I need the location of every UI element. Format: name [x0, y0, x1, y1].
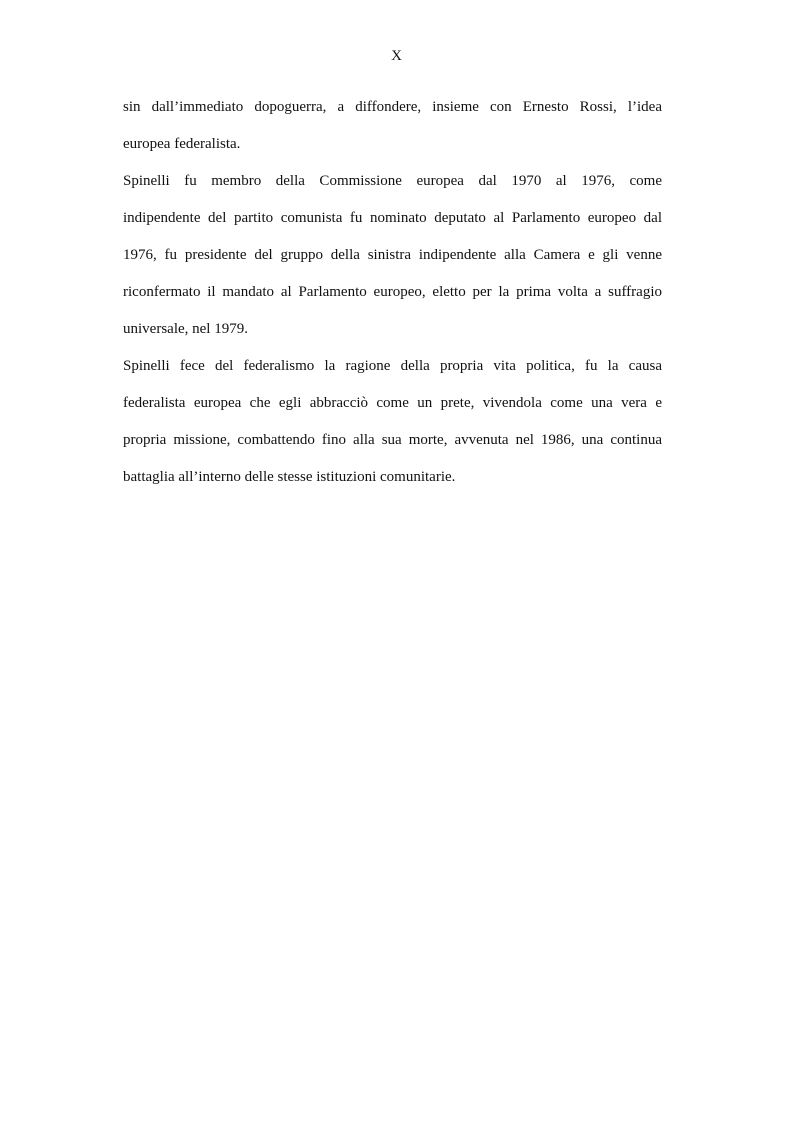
paragraph-3	[123, 348, 662, 496]
text-line: riconfermato il mandato al Parlamento europeo, eletto per la prima volta a suffragio	[123, 284, 662, 300]
text-line: Spinelli fece del federalismo la ragione della propria vita politica, fu la causa	[123, 358, 662, 374]
text-line: europea federalista.	[123, 136, 241, 152]
text-line: propria missione, combattendo fino alla sua morte, avvenuta nel 1986, una continua	[123, 432, 662, 448]
text-line: universale, nel 1979.	[123, 321, 248, 337]
text-line: sin dall’immediato dopoguerra, a diffondere, insieme con Ernesto Rossi, l’idea	[123, 99, 662, 115]
page-number: X	[391, 48, 402, 64]
paragraph-2	[123, 163, 662, 348]
text-line: battaglia all’interno delle stesse istituzioni comunitarie.	[123, 469, 456, 485]
paragraph-1	[123, 89, 662, 163]
text-line: federalista europea che egli abbracciò come un prete, vivendola come una vera e	[123, 395, 662, 411]
body-text	[123, 89, 662, 496]
text-line: Spinelli fu membro della Commissione europea dal 1970 al 1976, come	[123, 173, 662, 189]
text-line: indipendente del partito comunista fu nominato deputato al Parlamento europeo dal	[123, 210, 662, 226]
text-line: 1976, fu presidente del gruppo della sinistra indipendente alla Camera e gli venne	[123, 247, 662, 263]
